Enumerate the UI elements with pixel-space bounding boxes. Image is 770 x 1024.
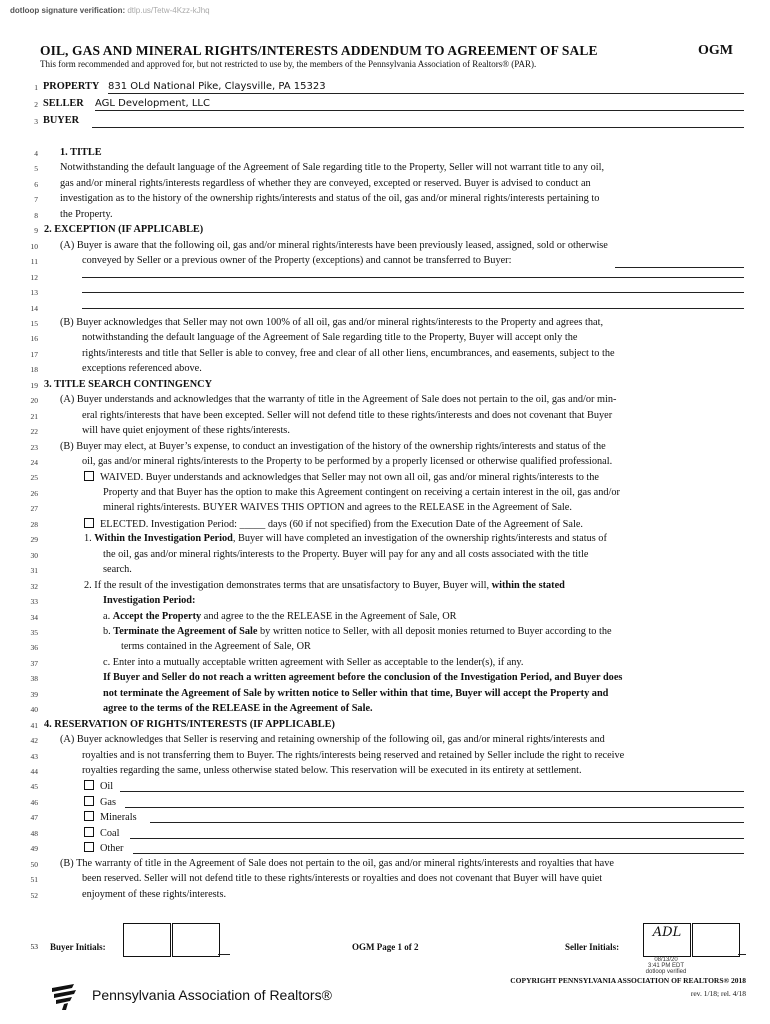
form-title: OIL, GAS AND MINERAL RIGHTS/INTERESTS ADDENDUM TO AGREEMENT OF SALE [40,43,598,58]
reservation-field[interactable] [133,853,744,854]
line-text: rights/interests and title that Seller is able to convey, free and clear of all other liens, encumbrances, and easements, subject to the [82,347,615,359]
line-number: 17 [30,349,38,359]
line-number: 22 [30,427,38,437]
line-number: 13 [30,288,38,298]
reservation-field[interactable] [125,807,744,808]
reservation-field[interactable] [150,822,744,823]
line-number: 19 [30,380,38,390]
line-number: 4 [34,149,38,158]
line-text: enjoyment of these rights/interests. [82,888,227,900]
line-number: 10 [30,241,38,251]
line-text: Minerals [84,811,137,824]
line-text: Coal [84,827,119,840]
line-number: 52 [30,890,38,900]
seller-initials-signature: ADL [652,925,682,940]
line-number: 48 [30,828,38,838]
line-number: 23 [30,442,38,452]
line-text: Property and that Buyer has the option to make this Agreement contingent on receiving a certain interest in the oil, gas and/or [103,486,620,498]
checkbox[interactable] [84,827,94,837]
line-text: 2. EXCEPTION (IF APPLICABLE) [44,224,204,236]
line-number: 7 [34,195,38,205]
line-text: Gas [84,796,116,809]
line-text: ELECTED. Investigation Period: _____ days (60 if not specified) from the Execution Date of the Agreement of Sale. [84,518,583,531]
line-number: 42 [30,736,38,746]
org-name: Pennsylvania Association of Realtors® [92,987,332,1003]
line-text: royalties regarding the same, unless otherwise stated below. This reservation will be executed in its entirety at settlement. [82,765,582,776]
line-text: search. [103,564,132,576]
line-number: 26 [30,488,38,498]
line-number: 5 [34,164,38,174]
line-number: 16 [30,334,38,344]
line-number: 8 [34,210,38,220]
line-number: 24 [30,458,38,467]
line-number: 20 [30,396,38,406]
line-number: 9 [34,226,38,236]
line-text: terms contained in the Agreement of Sale, OR [121,641,311,653]
line-text: a. Accept the Property and agree to the the RELEASE in the Agreement of Sale, OR [103,610,457,622]
line-text: conveyed by Seller or a previous owner of the Property (exceptions) and cannot be transferred to Buyer: [82,255,512,267]
line-number: 39 [30,689,38,699]
line-text: the oil, gas and/or mineral rights/interests to the Property. Buyer will pay for any and all costs associated with the title [103,548,589,560]
line-number: 27 [30,504,38,514]
line-text: (B) Buyer may elect, at Buyer’s expense, to conduct an investigation of the history of the ownership rights/interests and status of the [60,440,606,452]
copyright: COPYRIGHT PENNSYLVANIA ASSOCIATION OF REALTORS® 2018 [510,976,746,985]
line-text: WAIVED. Buyer understands and acknowledges that Seller may not own all oil, gas and/or mineral rights/interests to the [84,471,599,484]
line-number: 41 [30,720,38,730]
line-number: 12 [30,272,38,282]
line-text: 2. If the result of the investigation demonstrates terms that are unsatisfactory to Buyer, Buyer will, within the stated [84,579,565,591]
line-number: 21 [30,411,38,421]
checkbox[interactable] [84,471,94,481]
line-text: 1. TITLE [60,147,102,158]
line-number: 36 [30,643,38,653]
line-text: Oil [84,780,113,793]
checkbox[interactable] [84,842,94,852]
form-subtitle: This form recommended and approved for, but not restricted to use by, the members of the Pennsylvania Association of Realtors® (PAR). [40,59,537,69]
seller-initials-box-2[interactable] [692,923,740,957]
checkbox[interactable] [84,518,94,528]
line-number: 34 [30,612,38,622]
line-number: 50 [30,859,38,869]
exceptions-field[interactable] [82,292,744,293]
line-number: 32 [30,581,38,591]
seller-initials-box-1[interactable] [643,923,691,957]
line-number: 28 [30,519,38,529]
line-text: notwithstanding the default language of the Agreement of Sale regarding title to the Property, Buyer will accept only the [82,332,578,344]
line-number: 47 [30,813,38,823]
property-field[interactable]: 831 OLd National Pike, Claysville, PA 15323 [108,81,326,92]
line-number: 37 [30,658,38,668]
line-number: 45 [30,782,38,792]
checkbox[interactable] [84,780,94,790]
line-text: oil, gas and/or mineral rights/interests to the Property to be performed by a properly licensed or otherwise qualified professional. [82,456,613,467]
line-text: Investigation Period: [103,595,196,607]
line-text: (A) Buyer acknowledges that Seller is reserving and retaining ownership of the following oil, gas and/or mineral rights/interests and [60,734,605,746]
verification-line [10,6,210,15]
seller-initials-label: Seller Initials: [565,942,620,952]
line-text: 4. RESERVATION OF RIGHTS/INTERESTS (IF APPLICABLE) [44,718,335,730]
property-label: PROPERTY [43,81,100,92]
line-text: (A) Buyer understands and acknowledges that the warranty of title in the Agreement of Sale does not pertain to the oil, gas and/or min- [60,394,617,406]
line-number: 35 [30,627,38,637]
line-text: gas and/or mineral rights/interests regardless of whether they are conveyed, excepted or reserved. Buyer is advised to conduct an [60,177,591,189]
checkbox[interactable] [84,811,94,821]
form-code: OGM [698,43,733,58]
line-number: 15 [30,318,38,328]
buyer-initials-label: Buyer Initials: [50,942,106,952]
line-number: 30 [30,550,38,560]
line-number: 25 [30,473,38,483]
line-number: 31 [30,566,38,576]
line-text: eral rights/interests that have been excepted. Seller will not defend title to these rights/interests and does not covenant that Buyer [82,409,613,421]
line-text: (A) Buyer is aware that the following oil, gas and/or mineral rights/interests have been previously leased, assigned, sold or otherwise [60,239,608,251]
line-text: investigation as to the history of the ownership rights/interests and status of the oil, gas and/or mineral rights/interests pertaining to [60,193,600,205]
seller-label: SELLER [43,98,84,109]
exceptions-field[interactable] [82,277,744,278]
line-text: royalties and is not transferring them to Buyer. The rights/interests being reserved and retained by Seller include the right to receive [82,749,625,761]
dotloop-stamp: 08/13/20 3:41 PM EDT dotloop verified [645,957,687,975]
line-text: If Buyer and Seller do not reach a written agreement before the conclusion of the Investigation Period, and Buyer does [103,672,623,684]
verification-label: dotloop signature verification: [10,6,126,15]
line-text: Notwithstanding the default language of the Agreement of Sale regarding title to the Property, Seller will not warrant title to any oil, [60,162,605,174]
line-number: 51 [30,875,38,885]
line-number: 38 [30,674,38,684]
line-text: exceptions referenced above. [82,363,202,375]
line-number: 49 [30,844,38,854]
line-number: 6 [34,179,38,189]
line-text: not terminate the Agreement of Sale by written notice to Seller within that time, Buyer will accept the Property and [103,687,609,699]
buyer-initials-box-1[interactable] [123,923,171,957]
line-text: mineral rights/interests. BUYER WAIVES THIS OPTION and agrees to the RELEASE in the Agreement of Sale. [103,502,572,514]
line-text: been reserved. Seller will not defend title to these rights/interests or royalties and does not covenant that Buyer will have quiet [82,873,603,885]
line-number: 18 [30,365,38,375]
line-number: 46 [30,797,38,807]
exceptions-field[interactable] [82,308,744,309]
buyer-label: BUYER [43,115,80,126]
page-number: OGM Page 1 of 2 [352,942,419,952]
footer-line-number: 53 [30,942,38,951]
revision: rev. 1/18; rel. 4/18 [690,989,746,998]
buyer-initials-box-2[interactable] [172,923,220,957]
line-number: 29 [30,535,38,545]
line-text: (B) The warranty of title in the Agreement of Sale does not pertain to the oil, gas and/or mineral rights/interests and royalties that have [60,857,614,869]
checkbox[interactable] [84,796,94,806]
reservation-field[interactable] [120,791,744,792]
line-text: will have quiet enjoyment of these rights/interests. [82,425,290,437]
line-text: c. Enter into a mutually acceptable written agreement with Seller as acceptable to the lender(s), if any. [103,656,524,668]
line-number: 43 [30,751,38,761]
line-text: 1. Within the Investigation Period, Buyer will have completed an investigation of the ownership rights/interests and status of [84,533,607,545]
line-number: 40 [30,705,38,715]
line-text: (B) Buyer acknowledges that Seller may not own 100% of all oil, gas and/or mineral rights/interests to the Property and agrees that, [60,316,604,328]
exceptions-field[interactable] [615,267,744,268]
par-logo-icon [50,982,80,1012]
line-number: 33 [30,597,38,607]
line-number: 11 [30,257,38,267]
verification-link[interactable]: dtlp.us/Tetw-4Kzz-kJhq [127,6,210,15]
seller-field[interactable]: AGL Development, LLC [95,98,210,109]
line-number: 44 [30,767,38,776]
line-text: Other [84,842,123,855]
line-text: agree to the terms of the RELEASE in the Agreement of Sale. [103,703,373,715]
reservation-field[interactable] [130,838,744,839]
line-text: b. Terminate the Agreement of Sale by written notice to Seller, with all deposit monies returned to Buyer according to the [103,625,612,637]
line-number: 14 [30,303,38,313]
line-text: 3. TITLE SEARCH CONTINGENCY [44,378,213,390]
line-text: the Property. [60,208,113,220]
